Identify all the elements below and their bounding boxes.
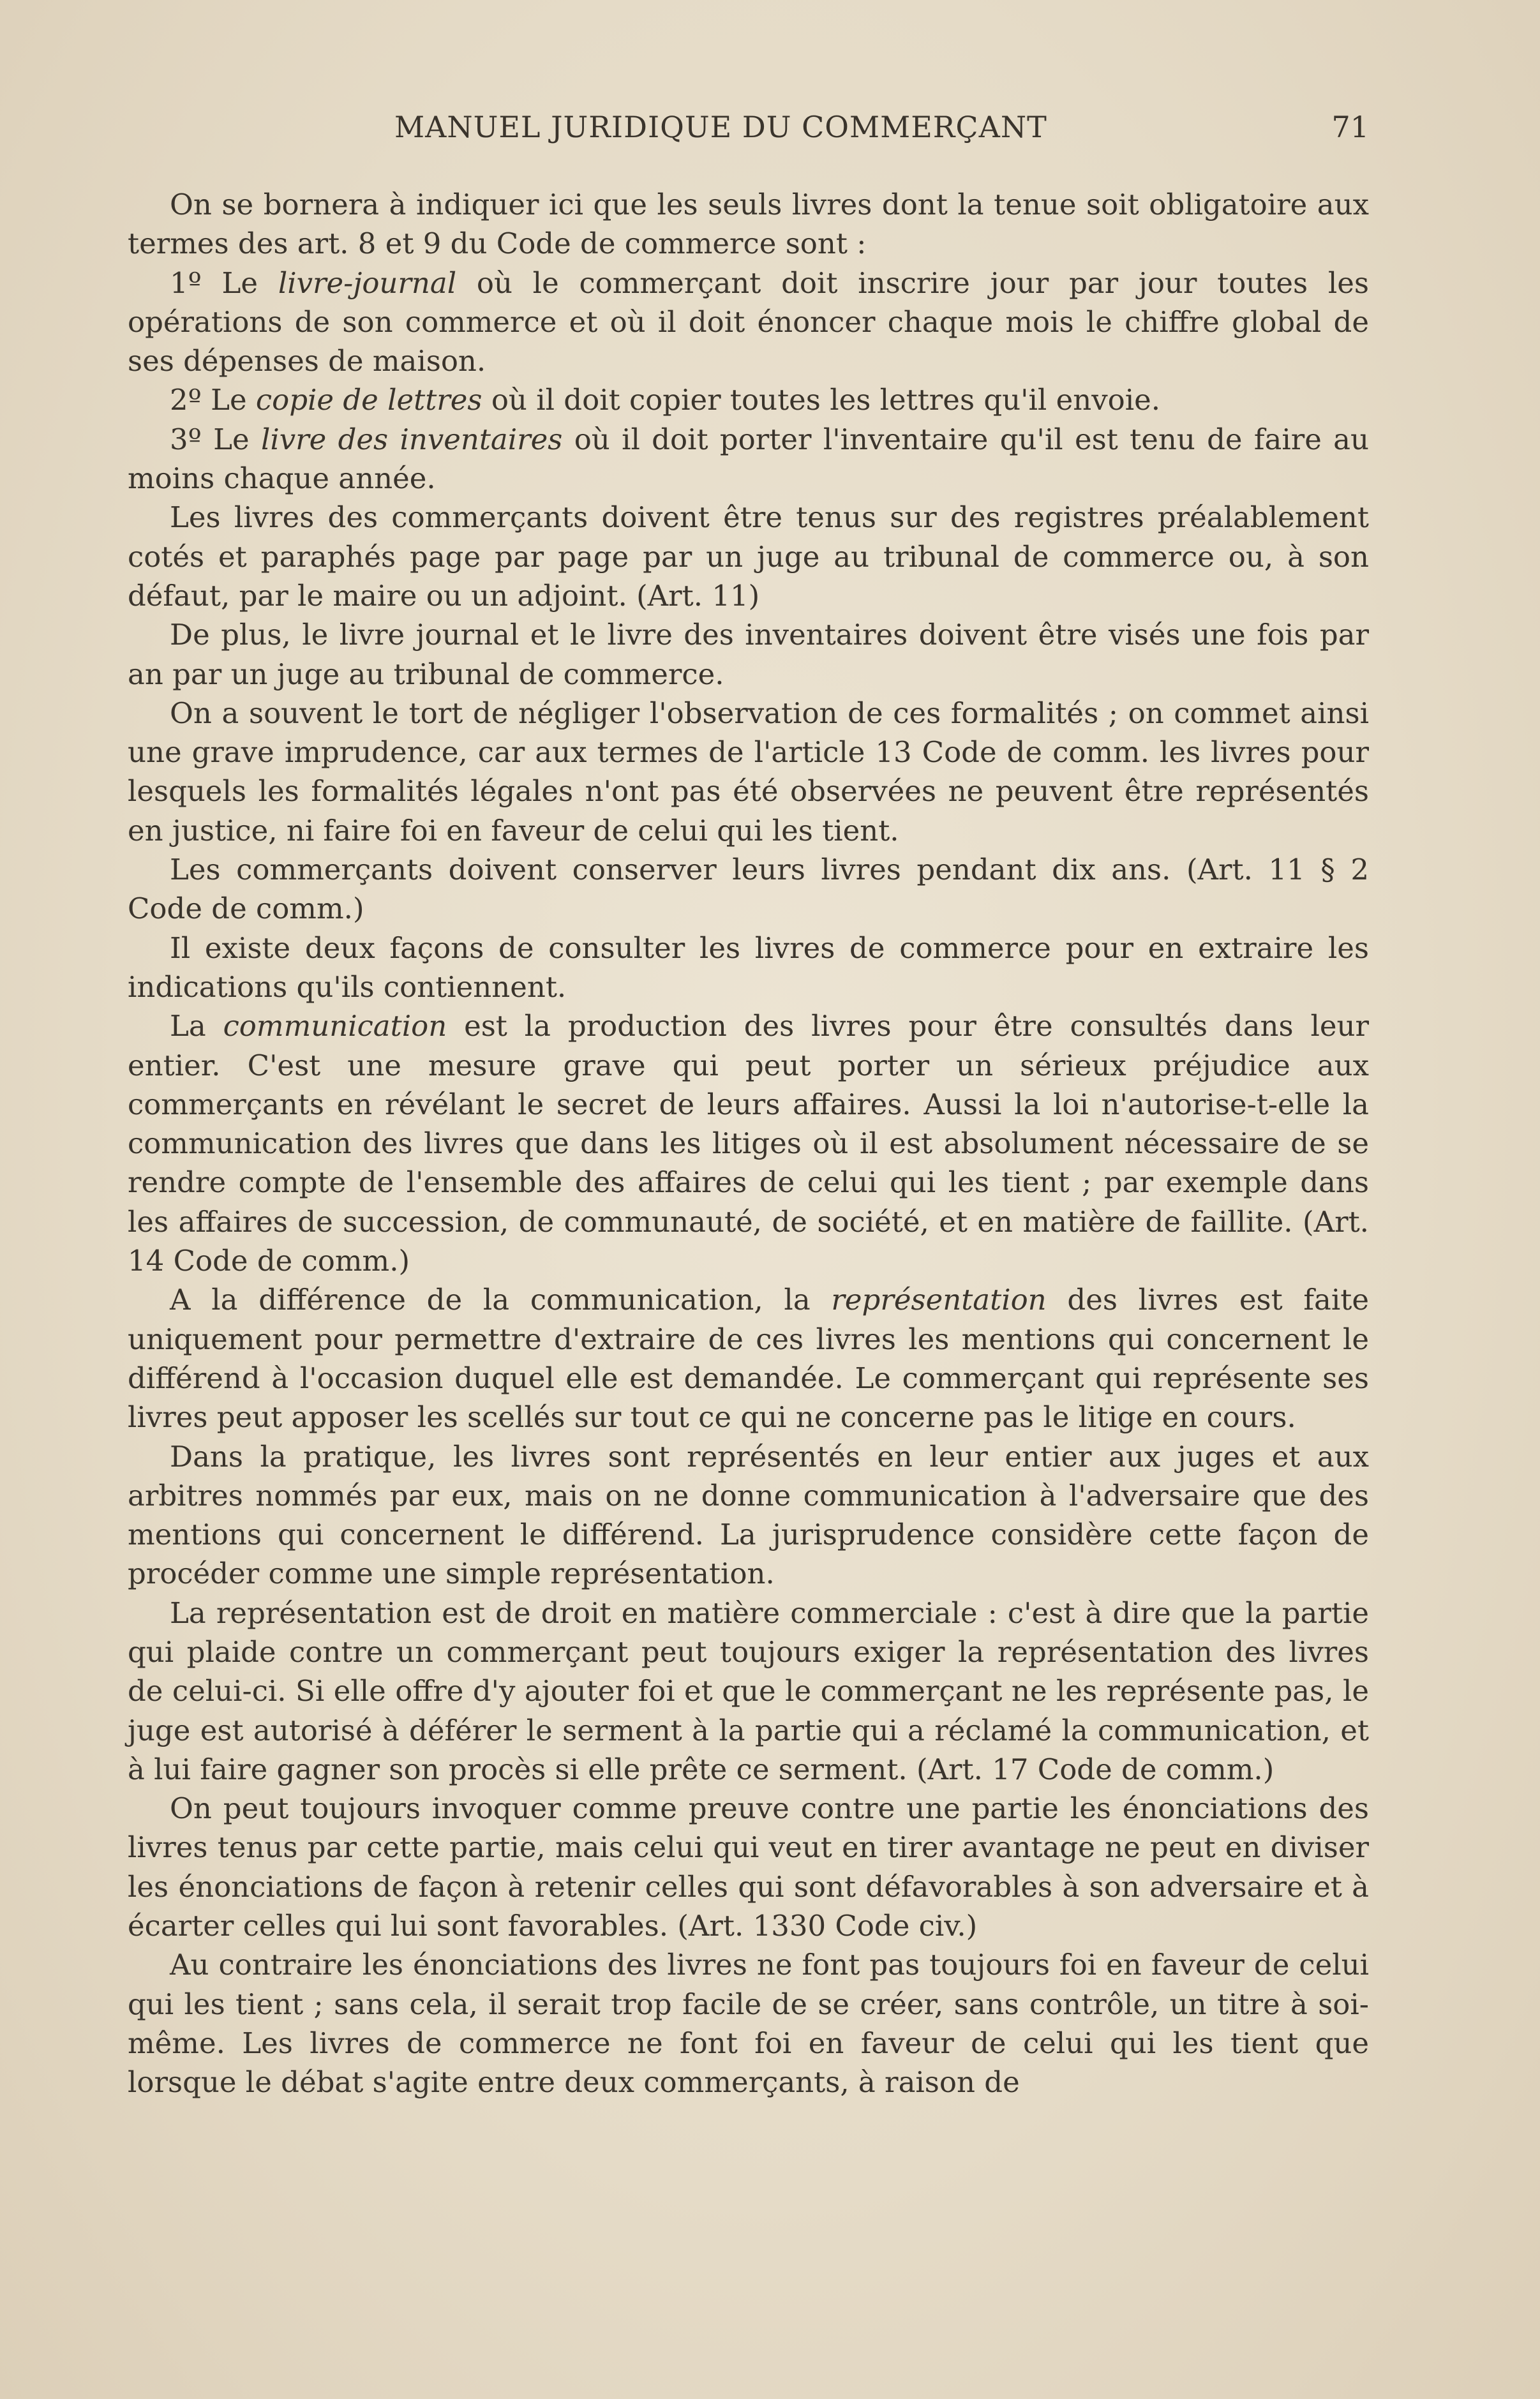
text-run: où il doit porter l'inventaire qu'il est tenu de faire au moins chaque année.	[128, 422, 1369, 496]
italic-term: copie de lettres	[255, 383, 482, 417]
text-run: est la production des livres pour être consultés dans leur entier. C'est une mesure grave qui peut porter un sérieux préjudice aux commerçants en révélant le secret de leurs affaires. Aussi la loi n'autorise-t-elle la communication des livres que dans les litiges où il est absolument nécessaire de se rendre compte de l'ensemble des affaires de celui qui les tient ; par exemple dans les affaires de succession, de communauté, de société, et en matière de faillite. (Art. 14 Code de comm.)	[128, 1009, 1370, 1278]
text-run: Au contraire les énonciations des livres ne font pas toujours foi en faveur de celui qui les tient ; sans cela, il serait trop facile de se créer, sans contrôle, un titre à soi-même. Les livres de commerce ne font foi en faveur de celui qui les tient que lorsque le débat s'agite entre deux commerçants, à raison de	[128, 1948, 1369, 2100]
text-run: On se bornera à indiquer ici que les seuls livres dont la tenue soit obligatoire aux termes des art. 8 et 9 du Code de commerce sont :	[128, 188, 1369, 261]
text-run: des livres est faite uniquement pour permettre d'extraire de ces livres les mentions qui concernent le différend à l'occasion duquel elle est demandée. Le commerçant qui représente ses livres peut apposer les scellés sur tout ce qui ne concerne pas le litige en cours.	[128, 1283, 1369, 1435]
text-run: Les commerçants doivent conserver leurs livres pendant dix ans. (Art. 11 § 2 Code de comm.)	[128, 853, 1369, 926]
paragraph	[128, 380, 1369, 419]
paragraph	[128, 1945, 1369, 2102]
paragraph	[128, 185, 1369, 264]
paragraph	[128, 1280, 1369, 1437]
text-run: 1º Le	[170, 265, 278, 300]
paragraph	[128, 1437, 1369, 1594]
italic-term: livre des inventaires	[260, 422, 563, 456]
text-run: 3º Le	[170, 422, 261, 456]
page-header	[128, 110, 1369, 148]
paragraph	[128, 1006, 1369, 1280]
italic-term: livre-journal	[278, 265, 457, 300]
page-number: 71	[1331, 110, 1369, 144]
paragraph	[128, 420, 1369, 498]
paragraph	[128, 1594, 1369, 1789]
text-run: On peut toujours invoquer comme preuve contre une partie les énonciations des livres tenus par cette partie, mais celui qui veut en tirer avantage ne peut en diviser les énonciations de façon à retenir celles qui sont défavorables à son adversaire et à écarter celles qui lui sont favorables. (Art. 1330 Code civ.)	[128, 1791, 1369, 1943]
text-run: où il doit copier toutes les lettres qu'il envoie.	[482, 383, 1161, 417]
paragraph	[128, 264, 1369, 381]
text-run: De plus, le livre journal et le livre des inventaires doivent être visés une fois par an par un juge au tribunal de commerce.	[128, 618, 1369, 691]
text-run: Les livres des commerçants doivent être tenus sur des registres préalablement cotés et paraphés page par page par un juge au tribunal de commerce ou, à son défaut, par le maire ou un adjoint. (Art. 11)	[128, 500, 1369, 613]
text-run: 2º Le	[170, 383, 256, 417]
text-run: A la différence de la communication, la	[170, 1283, 832, 1317]
paragraph	[128, 615, 1369, 694]
paragraph	[128, 694, 1369, 850]
text-run: La	[170, 1009, 223, 1043]
text-run: Il existe deux façons de consulter les livres de commerce pour en extraire les indications qu'ils contiennent.	[128, 930, 1369, 1004]
running-title: MANUEL JURIDIQUE DU COMMERÇANT	[394, 110, 1047, 144]
text-run: On a souvent le tort de négliger l'observation de ces formalités ; on commet ainsi une grave imprudence, car aux termes de l'article 13 Code de comm. les livres pour lesquels les formalités légales n'ont pas été observées ne peuvent être représentés en justice, ni faire foi en faveur de celui qui les tient.	[128, 696, 1369, 848]
paragraph	[128, 929, 1369, 1007]
body-text	[128, 185, 1369, 2102]
paragraph	[128, 850, 1369, 929]
paragraph	[128, 498, 1369, 615]
text-run: Dans la pratique, les livres sont représentés en leur entier aux juges et aux arbitres nommés par eux, mais on ne donne communication à l'adversaire que des mentions qui concernent le différend. La jurisprudence considère cette façon de procéder comme une simple représentation.	[128, 1439, 1369, 1591]
paragraph	[128, 1789, 1369, 1945]
italic-term: représentation	[831, 1283, 1047, 1317]
text-run: La représentation est de droit en matière commerciale : c'est à dire que la partie qui plaide contre un commerçant peut toujours exiger la représentation des livres de celui-ci. Si elle offre d'y ajouter foi et que le commerçant ne les représente pas, le juge est autorisé à déférer le serment à la partie qui a réclamé la communication, et à lui faire gagner son procès si elle prête ce serment. (Art. 17 Code de comm.)	[128, 1596, 1369, 1786]
italic-term: communication	[223, 1009, 447, 1043]
text-run: où le commerçant doit inscrire jour par jour toutes les opérations de son commerce et où il doit énoncer chaque mois le chiffre global de ses dépenses de maison.	[128, 265, 1369, 378]
